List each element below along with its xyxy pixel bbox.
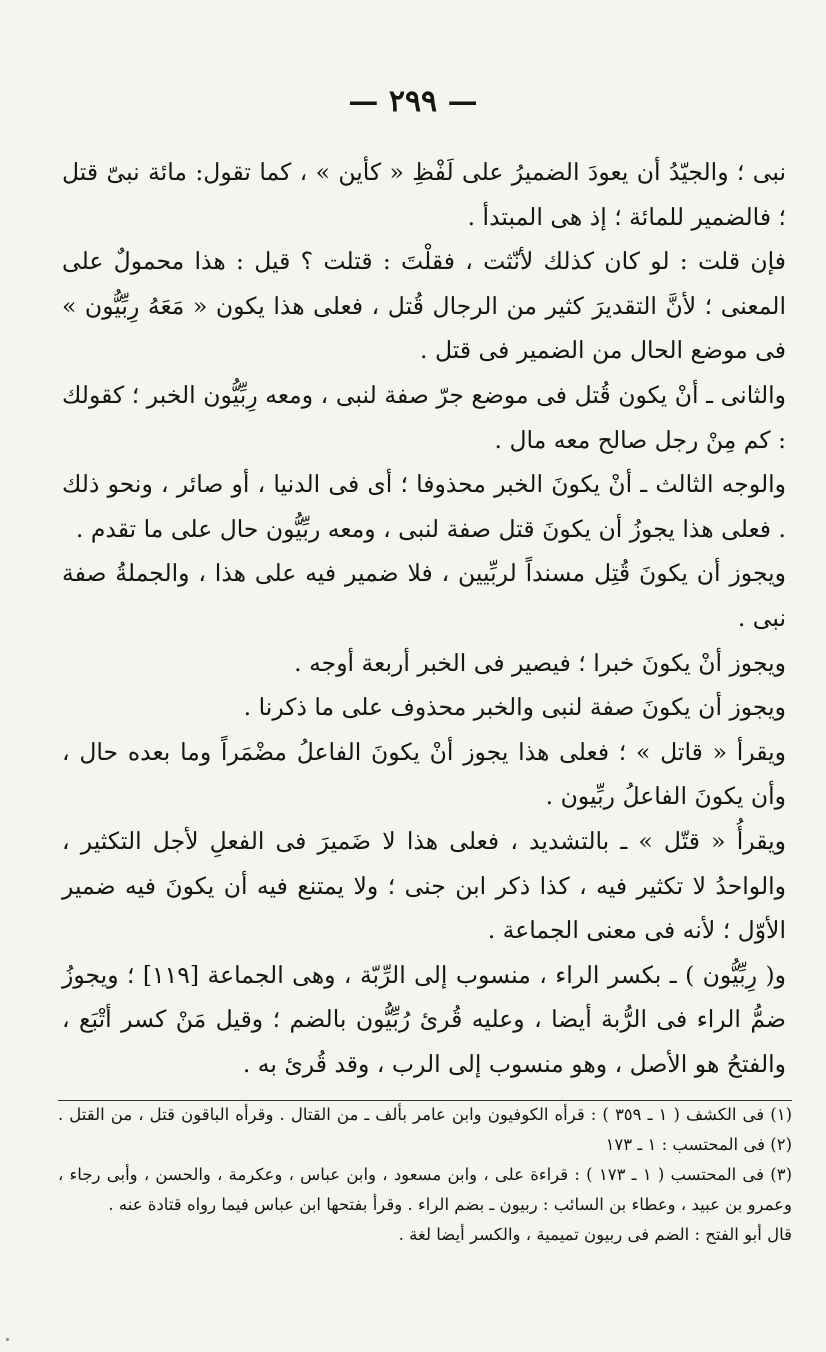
footnotes [58,1100,792,1250]
paragraph: ويقرأ « قاتل » ؛ فعلى هذا يجوز أنْ يكونَ الفاعلُ مضْمَراً وما بعده حال ، وأن يكونَ الفاعلُ ربِّيون . [62,737,786,811]
paragraph: فإن قلت : لو كان كذلك لأنّثت ، فقلْتَ : قتلت ؟ قيل : هذا محمولٌ على المعنى ؛ لأنَّ التقديرَ كثير من الرجال قُتل ، فعلى هذا يكون « مَعَهُ رِبِّيُّون » فى موضع الحال من الضمير فى قتل . [62,247,786,365]
paragraph: ويجوز أن يكونَ قُتِل مسنداً لربِّيين ، فلا ضمير فيه على هذا ، والجملةُ صفة نبى . [62,559,786,632]
paragraph: و( رِبِّيُّون ) ـ بكسر الراء ، منسوب إلى الرِّبّة ، وهى الجماعة [١١٩] ؛ ويجوزُ ضمُّ الراء فى الرُّبة أيضا ، وعليه قُرئ رُبِّيُّون بالضم ؛ وقيل مَنْ كسر أتْبَع ، والفتحُ هو الأصل ، وهو منسوب إلى الرب ، وقد قُرئ به . [62,960,786,1078]
paragraph: ويقرأُ « قتّل » ـ بالتشديد ، فعلى هذا لا ضَميرَ فى الفعلِ لأجل التكثير ، والواحدُ لا تكثير فيه ، كذا ذكر ابن جنى ؛ ولا يمتنع فيه أن يكونَ فيه ضمير الأوّل ؛ لأنه فى معنى الجماعة . [62,826,786,945]
paragraph: والثانى ـ أنْ يكون قُتل فى موضع جرّ صفة لنبى ، ومعه رِبِّيُّون الخبر ؛ كقولك : كم مِنْ رجل صالح معه مال . [62,380,786,454]
footnote: قال أبو الفتح : الضم فى ربيون تميمية ، والكسر أيضا لغة . [398,1225,792,1244]
footnote: (١) فى الكشف ( ١ ـ ٣٥٩ ) : قرأه الكوفيون وابن عامر بألف ـ من القتال . وقرأه الباقون قتل ، من القتل . (٢) فى المحتسب : ١ ـ ١٧٣ [58,1105,792,1154]
paragraph: ويجوز أن يكونَ صفة لنبى والخبر محذوف على ما ذكرنا . [243,693,786,722]
footnote: (٣) فى المحتسب ( ١ ـ ١٧٣ ) : قراءة على ، وابن مسعود ، وابن عباس ، وعكرمة ، والحسن ، وأبى رجاء ، وعمرو بن عبيد ، وعطاء بن السائب : ربيون ـ بضم الراء . وقرأ بفتحها ابن عباس فيما رواه قتادة عنه . [58,1165,793,1214]
page-number: — ٢٩٩ — [348,84,478,119]
paragraph: ويجوز أنْ يكونَ خبرا ؛ فيصير فى الخبر أربعة أوجه . [294,648,786,677]
paragraph: والوجه الثالث ـ أنْ يكونَ الخبر محذوفا ؛ أى فى الدنيا ، أو صائر ، ونحو ذلك . فعلى هذا يجوزُ أن يكونَ قتل صفة لنبى ، ومعه ربِّيُّون حال على ما تقدم . [62,470,786,543]
main-text [62,150,786,1086]
scan-speck [6,1338,9,1341]
paragraph: نبى ؛ والجيّدُ أن يعودَ الضميرُ على لَفْظِ « كأين » ، كما تقول: مائة نبىّ قتل ؛ فالضمير للمائة ؛ إذ هى المبتدأ . [62,158,786,231]
